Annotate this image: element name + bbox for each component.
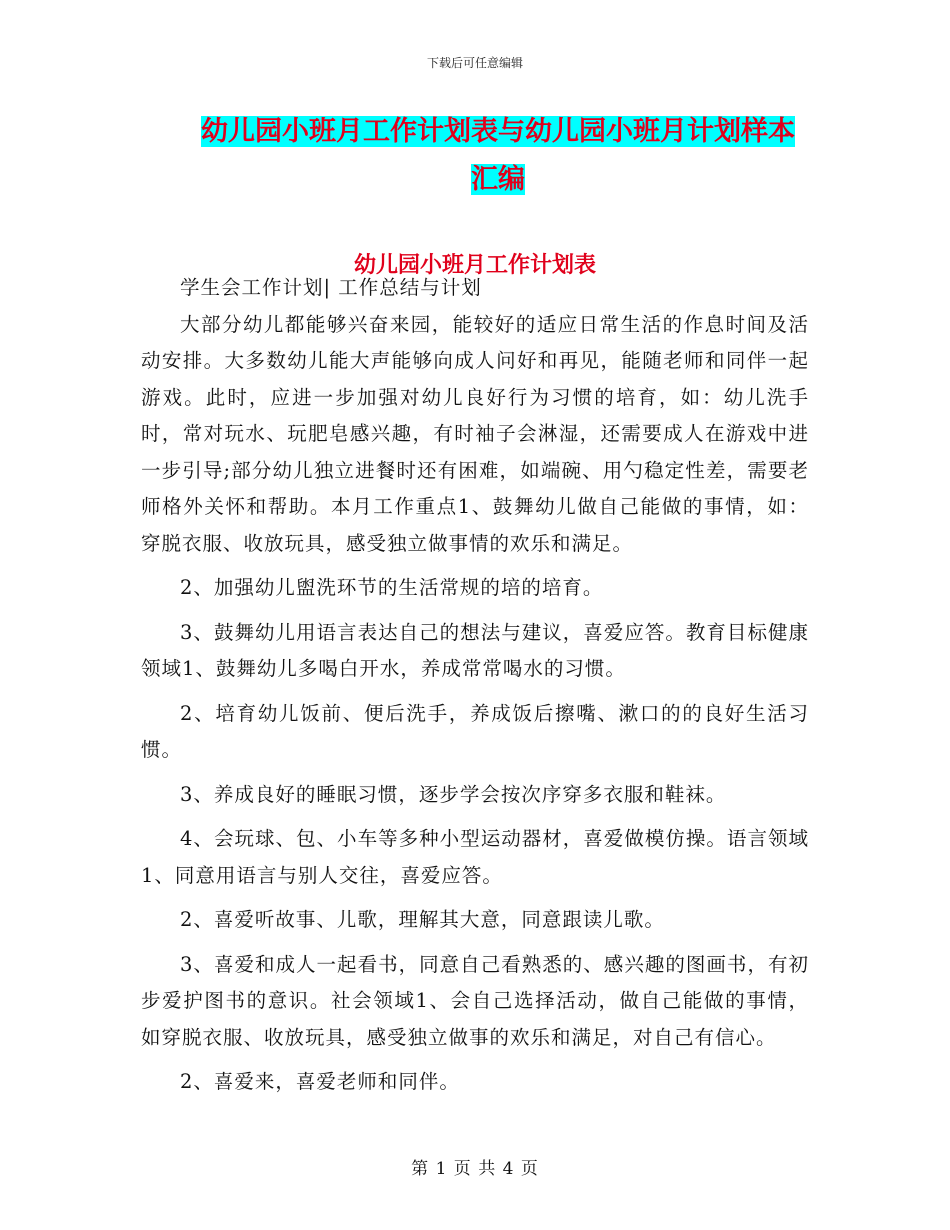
paragraph: 3、鼓舞幼儿用语言表达自己的想法与建议，喜爱应答。教育目标健康领域1、鼓舞幼儿多喝白开水，养成常常喝水的习惯。	[141, 620, 809, 680]
page-header-note: 下载后可任意编辑	[426, 56, 523, 70]
paragraph: 4、会玩球、包、小车等多种小型运动器材，喜爱做模仿操。语言领域1、同意用语言与别人交往，喜爱应答。	[141, 827, 809, 887]
paragraph: 2、培育幼儿饭前、便后洗手，养成饭后擦嘴、漱口的的良好生活习惯。	[141, 701, 809, 761]
paragraph: 2、加强幼儿盥洗环节的生活常规的培的培育。	[180, 576, 604, 599]
paragraph: 2、喜爱听故事、儿歌，理解其大意，同意跟读儿歌。	[180, 908, 665, 931]
document-title-highlight: 幼儿园小班月工作计划表与幼儿园小班月计划样本汇编	[201, 116, 795, 195]
paragraph-subtitle-line: 学生会工作计划| 工作总结与计划	[180, 276, 482, 299]
page-footer: 第 1 页 共 4 页	[411, 1159, 539, 1179]
paragraph: 3、喜爱和成人一起看书，同意自己看熟悉的、感兴趣的图画书，有初步爱护图书的意识。社会领域1、会自己选择活动，做自己能做的事情，如穿脱衣服、收放玩具，感受独立做事的欢乐和满足，对自己有信心。	[141, 952, 809, 1049]
section-title: 幼儿园小班月工作计划表	[353, 253, 596, 278]
document-title	[190, 108, 806, 204]
paragraph: 3、养成良好的睡眠习惯，逐步学会按次序穿多衣服和鞋袜。	[180, 782, 727, 806]
paragraph: 大部分幼儿都能够兴奋来园，能较好的适应日常生活的作息时间及活动安排。大多数幼儿能大声能够向成人问好和再见，能随老师和同伴一起游戏。此时，应进一步加强对幼儿良好行为习惯的培育，如：幼儿洗手时，常对玩水、玩肥皂感兴趣，有时袖子会淋湿，还需要成人在游戏中进一步引导;部分幼儿独立进餐时还有困难，如端碗、用勺稳定性差，需要老师格外关怀和帮助。本月工作重点1、鼓舞幼儿做自己能做的事情，如：穿脱衣服、收放玩具，感受独立做事情的欢乐和满足。	[141, 312, 809, 555]
body-text	[141, 270, 809, 1101]
paragraph: 2、喜爱来，喜爱老师和同伴。	[180, 1070, 460, 1093]
